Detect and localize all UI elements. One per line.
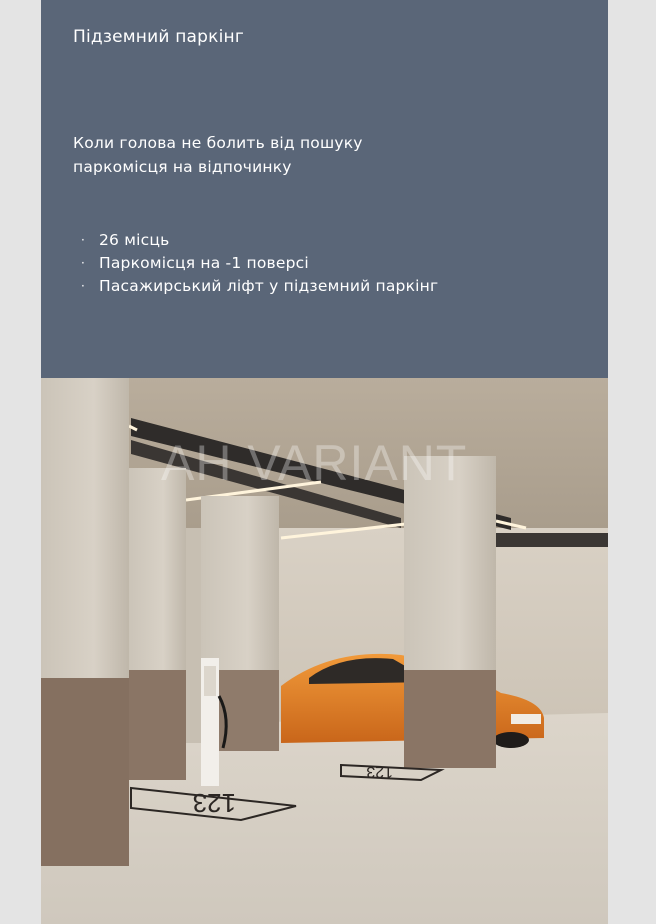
feature-text: Пасажирський ліфт у підземний паркінг <box>99 277 439 295</box>
column-center-base <box>129 670 186 780</box>
subtitle-line-2: паркомісця на відпочинку <box>73 158 292 176</box>
features-list <box>81 229 438 298</box>
spot-number-front: 123 <box>192 788 236 818</box>
feature-text: Паркомісця на -1 поверсі <box>99 254 309 272</box>
list-item <box>81 275 438 298</box>
column-right-base <box>404 670 496 768</box>
section-title: Підземний паркінг <box>73 27 244 47</box>
page <box>41 0 608 924</box>
list-item <box>81 229 438 252</box>
section-subtitle <box>73 131 513 179</box>
feature-text: 26 місць <box>99 231 170 249</box>
watermark: AH VARIANT <box>161 435 468 491</box>
ceiling-duct-right <box>496 533 608 547</box>
parking-photo <box>41 378 608 924</box>
bullet-icon: · <box>81 233 86 247</box>
subtitle-line-1: Коли голова не болить від пошуку <box>73 134 363 152</box>
bullet-icon: · <box>81 279 86 293</box>
list-item <box>81 252 438 275</box>
info-panel <box>41 0 608 378</box>
column-front-base <box>41 678 129 866</box>
spot-number-back: 123 <box>366 763 393 780</box>
bullet-icon: · <box>81 256 86 270</box>
